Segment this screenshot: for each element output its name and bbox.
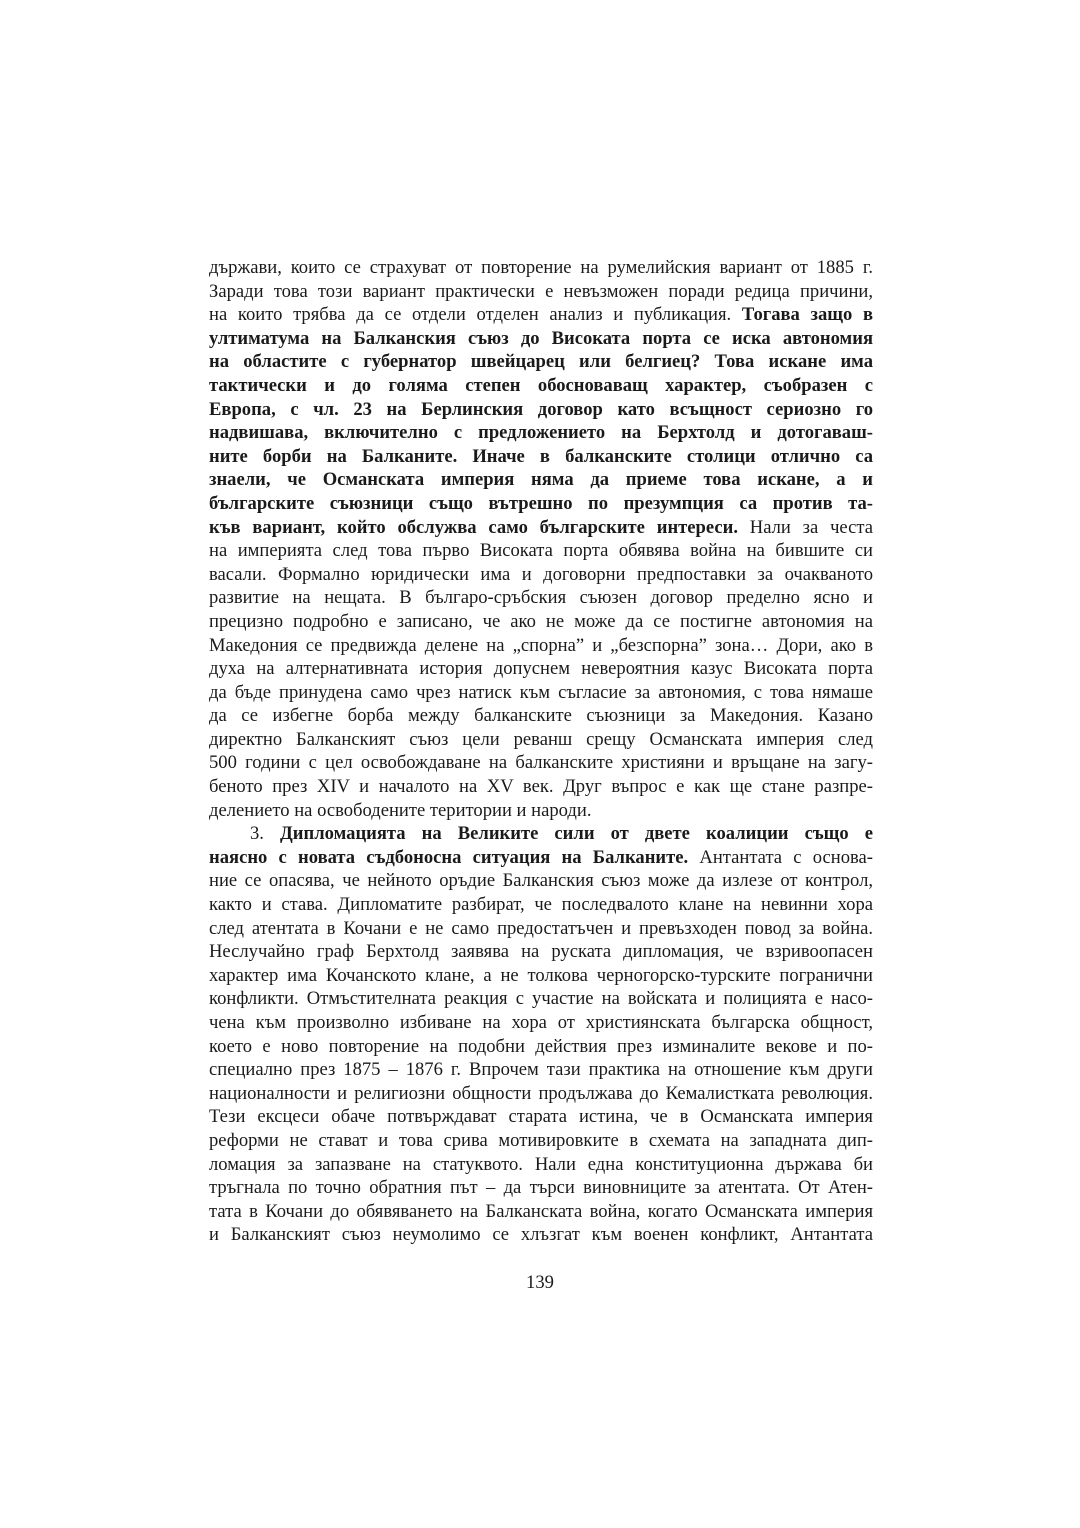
text-line bbox=[209, 893, 873, 917]
text-segment: чена към произволно избиване на хора от християнската българска общност, bbox=[209, 1012, 873, 1033]
text-segment: да се избегне борба между балканските съюзници за Македония. Казано bbox=[209, 705, 873, 727]
text-line bbox=[209, 1105, 873, 1129]
text-line bbox=[209, 822, 873, 846]
text-segment: Тези ексцеси обаче потвърждават старата истина, че в Османската империя bbox=[209, 1106, 873, 1128]
text-line bbox=[209, 492, 873, 516]
text-line bbox=[209, 374, 873, 398]
text-line bbox=[209, 256, 873, 280]
bold-text-segment: Европа, с чл. 23 на Берлинския договор като всъщност сериозно го bbox=[209, 398, 873, 420]
text-segment: Заради това този вариант практически е невъзможен поради редица причини, bbox=[209, 280, 873, 302]
text-segment: характер има Кочанското клане, а не толкова черногорско-турските погранични bbox=[209, 964, 873, 986]
bold-text-segment: Тогава защо в bbox=[741, 304, 873, 326]
bold-text-segment: на областите с губернатор швейцарец или белгиец? Това искане има bbox=[209, 351, 873, 373]
text-line bbox=[209, 586, 873, 610]
text-segment: конфликти. Отмъстителната реакция с участие на войската и полицията е насо- bbox=[209, 988, 873, 1010]
text-line bbox=[209, 516, 873, 540]
text-segment: прецизно подробно е записано, че ако не може да се постигне автономия на bbox=[209, 610, 873, 632]
text-segment: тръгнала по точно обратния път – да търси виновниците за атентата. От Атен- bbox=[209, 1177, 873, 1199]
page-number: 139 bbox=[526, 1272, 554, 1293]
text-line bbox=[209, 751, 873, 775]
bold-text-segment: ните борби на Балканите. Иначе в балканските столици отлично са bbox=[209, 445, 873, 467]
text-segment: ломация за запазване на статуквото. Нали една конституционна държава би bbox=[209, 1153, 873, 1175]
text-line bbox=[209, 917, 873, 941]
text-segment: което е ново повторение на подобни действия през изминалите векове и по- bbox=[209, 1035, 873, 1057]
text-segment: специално през 1875 – 1876 г. Впрочем тази практика на отношение към други bbox=[209, 1059, 873, 1081]
text-segment: да бъде принудена само чрез натиск към съгласие за автономия, с това нямаше bbox=[209, 681, 873, 703]
text-segment: делението на освободените територии и народи. bbox=[209, 799, 592, 821]
text-segment: духа на алтернативната история допуснем невероятния казус Високата порта bbox=[209, 658, 873, 680]
bold-text-segment: надвишава, включително с предложението на Берхтолд и дотогаваш- bbox=[209, 422, 873, 444]
bold-text-segment: наясно с новата съдбоносна ситуация на Балканите. bbox=[209, 846, 689, 868]
text-line bbox=[209, 846, 873, 870]
text-segment: и Балканският съюз неумолимо се хлъзгат към военен конфликт, Антантата bbox=[209, 1224, 873, 1246]
text-line bbox=[209, 327, 873, 351]
text-segment: реформи не стават и това срива мотивировките в схемата на западната дип- bbox=[209, 1129, 873, 1151]
text-line bbox=[209, 1082, 873, 1106]
text-segment: 500 години с цел освобождаване на балканските християни и връщане на загу- bbox=[209, 752, 873, 774]
text-line bbox=[209, 1058, 873, 1082]
text-line bbox=[209, 799, 873, 823]
text-line bbox=[209, 280, 873, 304]
text-line bbox=[209, 539, 873, 563]
text-line bbox=[209, 1035, 873, 1059]
text-line bbox=[209, 445, 873, 469]
text-segment: беното през XIV и началото на XV век. Друг въпрос е как ще стане разпре- bbox=[209, 776, 873, 798]
text-line bbox=[209, 1011, 873, 1035]
text-line bbox=[209, 728, 873, 752]
text-line bbox=[209, 681, 873, 705]
text-line bbox=[209, 563, 873, 587]
bold-text-segment: Дипломацията на Великите сили от двете коалиции също е bbox=[280, 823, 873, 845]
text-segment: Антантата с основа- bbox=[688, 846, 873, 868]
text-segment: васали. Формално юридически има и договорни предпоставки за очакваното bbox=[209, 563, 873, 585]
text-line bbox=[209, 1153, 873, 1177]
bold-text-segment: знаели, че Османската империя няма да приеме това искане, а и bbox=[209, 469, 873, 491]
bold-text-segment: българските съюзници също вътрешно по презумпция са против та- bbox=[209, 492, 873, 514]
text-line bbox=[209, 1200, 873, 1224]
text-line bbox=[209, 350, 873, 374]
text-line bbox=[209, 468, 873, 492]
bold-text-segment: къв вариант, който обслужва само българските интереси. bbox=[209, 516, 738, 538]
text-segment: директно Балканският съюз цели реванш срещу Османската империя след bbox=[209, 728, 873, 750]
text-segment: Македония се предвижда делене на „спорна” и „безспорна” зона… Дори, ако в bbox=[209, 634, 873, 656]
bold-text-segment: ултиматума на Балканския съюз до Високата порта се иска автономия bbox=[209, 327, 873, 349]
text-line bbox=[209, 421, 873, 445]
text-line bbox=[209, 657, 873, 681]
text-segment: на империята след това първо Високата порта обявява война на бившите си bbox=[209, 540, 873, 562]
text-segment: държави, които се страхуват от повторение на румелийския вариант от 1885 г. bbox=[209, 257, 873, 278]
text-segment: Нали за честа bbox=[738, 516, 873, 538]
text-line bbox=[209, 775, 873, 799]
text-line bbox=[209, 940, 873, 964]
text-line bbox=[209, 610, 873, 634]
text-line bbox=[209, 1176, 873, 1200]
text-line bbox=[209, 964, 873, 988]
text-line bbox=[209, 303, 873, 327]
text-line bbox=[209, 398, 873, 422]
text-segment: както и става. Дипломатите разбират, че последвалото клане на невинни хора bbox=[209, 894, 873, 916]
text-segment: Неслучайно граф Берхтолд заявява на руската дипломация, че взривоопасен bbox=[209, 941, 873, 963]
text-segment: 3. bbox=[250, 823, 281, 845]
text-segment: на които трябва да се отдели отделен анализ и публикация. bbox=[209, 304, 742, 326]
text-segment: тата в Кочани до обявяването на Балканската война, когато Османската империя bbox=[209, 1200, 873, 1222]
text-line bbox=[209, 1223, 873, 1247]
text-segment: националности и религиозни общности продължава до Кемалистката революция. bbox=[209, 1082, 873, 1104]
text-line bbox=[209, 987, 873, 1011]
text-segment: след атентата в Кочани е не само предостатъчен и превъзходен повод за война. bbox=[209, 917, 873, 939]
text-segment: ние се опасява, че нейното оръдие Балканския съюз може да излезе от контрол, bbox=[209, 870, 873, 892]
bold-text-segment: тактически и до голяма степен обосноваващ характер, съобразен с bbox=[209, 374, 873, 396]
text-line bbox=[209, 869, 873, 893]
body-text bbox=[209, 256, 873, 1247]
text-line bbox=[209, 1129, 873, 1153]
text-line bbox=[209, 634, 873, 658]
text-line bbox=[209, 704, 873, 728]
text-segment: развитие на нещата. В българо-сръбския съюзен договор пределно ясно и bbox=[209, 587, 873, 609]
